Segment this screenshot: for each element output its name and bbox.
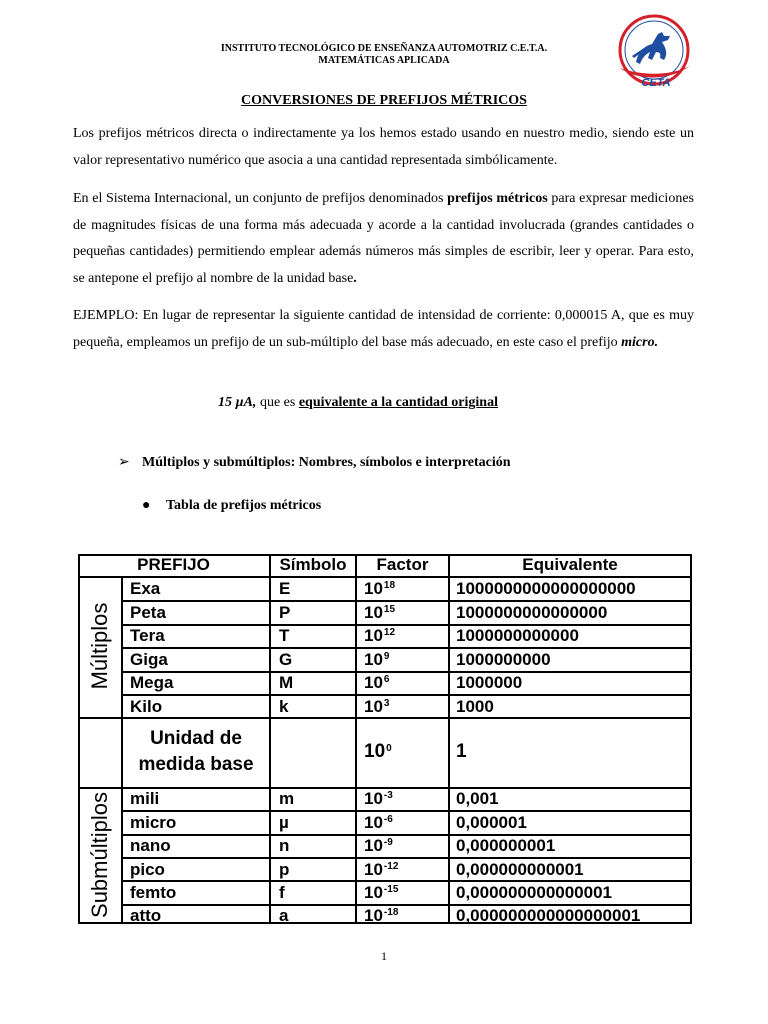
prefix-symbol: M	[279, 673, 294, 692]
prefix-factor: $10^{-6}$	[364, 813, 393, 832]
header-simbolo: Símbolo	[279, 555, 347, 574]
unit-base-name: Unidad de medida base	[138, 728, 254, 775]
prefix-factor: $10^{-18}$	[364, 906, 399, 925]
header-equivalente: Equivalente	[522, 555, 618, 574]
prefix-symbol: m	[279, 789, 295, 808]
prefix-name: Giga	[130, 650, 168, 669]
prefix-symbol: n	[279, 836, 290, 855]
prefix-equivalent: 1000000000000000000	[456, 579, 636, 598]
prefix-name: micro	[130, 813, 177, 832]
paragraph-si: En el Sistema Internacional, un conjunto de prefijos denominados prefijos métricos para expresar mediciones de magnitudes físicas de una forma más adecuada y acorde a la cantidad involucrada (grandes cantidades o pequeñas cantidades) permitiendo emplear además números más simples de escribir, leer y operar. Para esto, se antepone el prefijo al nombre de la unidad base.	[73, 191, 694, 286]
prefix-symbol: P	[279, 603, 291, 622]
prefix-table	[78, 554, 692, 924]
prefix-symbol: p	[279, 860, 290, 879]
prefix-symbol: E	[279, 579, 291, 598]
prefix-name: mili	[130, 789, 160, 808]
ceta-logo	[606, 12, 702, 96]
institute-name: INSTITUTO TECNOLÓGICO DE ENSEÑANZA AUTOMOTRIZ C.E.T.A.	[220, 43, 548, 54]
prefix-equivalent: 0,000000000000000001	[456, 906, 641, 925]
prefix-name: Kilo	[130, 697, 163, 716]
prefix-factor: $10^{18}$	[364, 579, 396, 598]
logo-text: CETA	[641, 77, 671, 89]
prefix-factor: $10^3$	[364, 697, 390, 716]
prefix-factor: $10^{-12}$	[364, 860, 399, 879]
unit-base-factor: $10^0$	[364, 741, 392, 762]
prefix-equivalent: 0,000000001	[456, 836, 556, 855]
prefix-name: nano	[130, 836, 171, 855]
prefix-equivalent: 0,000000000000001	[456, 883, 612, 902]
paragraph-intro: Los prefijos métricos directa o indirectamente ya los hemos estado usando en nuestro medio, siendo este un valor representativo numérico que asocia a una cantidad representada simbólicamente.	[73, 126, 694, 168]
header-factor: Factor	[376, 555, 429, 574]
prefix-symbol: f	[279, 883, 285, 902]
group-label-multiples: Múltiplos	[87, 602, 112, 690]
unit-base-equivalent: 1	[456, 741, 467, 762]
prefix-name: Mega	[130, 673, 174, 692]
prefix-symbol: T	[279, 626, 290, 645]
header-prefijo: PREFIJO	[137, 555, 210, 574]
prefix-name: Tera	[130, 626, 165, 645]
prefix-factor: $10^{-9}$	[364, 836, 393, 855]
prefix-factor: $10^{-3}$	[364, 789, 393, 808]
bullet-table: ● Tabla de prefijos métricos	[142, 498, 322, 513]
prefix-symbol: µ	[279, 813, 289, 832]
prefix-factor: $10^9$	[364, 650, 390, 669]
course-name: MATEMÁTICAS APLICADA	[318, 55, 450, 66]
prefix-name: femto	[130, 883, 177, 902]
dot-bullet-icon: ●	[142, 498, 151, 513]
prefix-equivalent: 1000000000	[456, 650, 551, 669]
prefix-equivalent: 0,000001	[456, 813, 527, 832]
group-label-submultiples: Submúltiplos	[87, 792, 112, 918]
prefix-name: pico	[130, 860, 165, 879]
prefix-symbol: k	[279, 697, 289, 716]
prefix-symbol: G	[279, 650, 293, 669]
example-result: 15 µA, que es equivalente a la cantidad original	[218, 395, 498, 410]
prefix-name: Exa	[130, 579, 161, 598]
prefix-equivalent: 1000000000000000	[456, 603, 608, 622]
bullet-multiples: ➢ Múltiplos y submúltiplos: Nombres, símbolos e interpretación	[118, 455, 511, 470]
prefix-name: Peta	[130, 603, 166, 622]
prefix-factor: $10^6$	[364, 673, 390, 692]
prefix-symbol: a	[279, 906, 289, 925]
prefix-equivalent: 0,001	[456, 789, 499, 808]
prefix-equivalent: 1000000000000	[456, 626, 579, 645]
prefix-equivalent: 1000000	[456, 673, 523, 692]
page-number: 1	[381, 949, 387, 963]
prefix-equivalent: 0,000000000001	[456, 860, 584, 879]
prefix-name: atto	[130, 906, 162, 925]
paragraph-example: EJEMPLO: En lugar de representar la siguiente cantidad de intensidad de corriente: 0,000015 A, que es muy pequeña, empleamos un prefijo de un sub-múltiplo del base más adecuado, en este caso el prefijo micro.	[73, 308, 694, 350]
prefix-factor: $10^{12}$	[364, 626, 396, 645]
prefix-factor: $10^{15}$	[364, 603, 396, 622]
prefix-factor: $10^{-15}$	[364, 883, 399, 902]
arrow-bullet-icon: ➢	[118, 455, 130, 470]
prefix-equivalent: 1000	[456, 697, 494, 716]
document-title: CONVERSIONES DE PREFIJOS MÉTRICOS	[241, 93, 527, 108]
